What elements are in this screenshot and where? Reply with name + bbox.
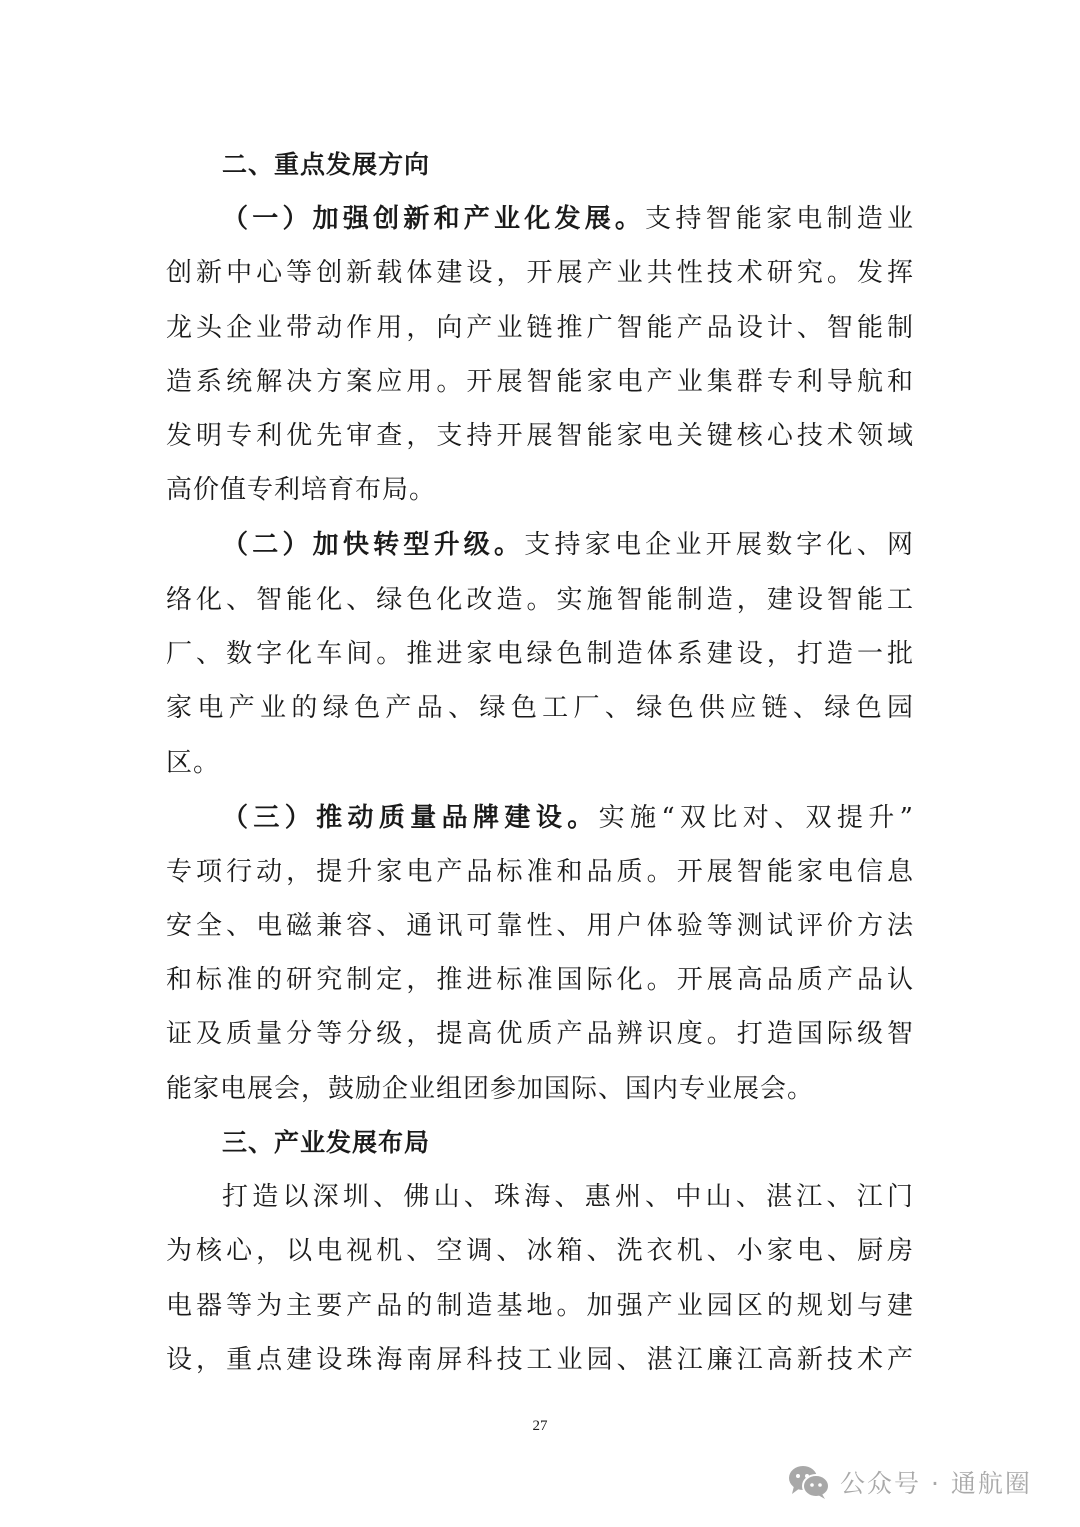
section-heading: 二、重点发展方向	[222, 150, 431, 179]
paragraph-line: 专项行动，提升家电产品标准和品质。开展智能家电信息	[166, 857, 914, 887]
paragraph-text: 实施“双比对、双提升”	[598, 803, 914, 833]
paragraph-line: 为核心，以电视机、空调、冰箱、洗衣机、小家电、厨房	[166, 1236, 914, 1266]
paragraph-line: 厂、数字化车间。推进家电绿色制造体系建设，打造一批	[166, 639, 914, 669]
watermark-text: 公众号 · 通航圈	[840, 1469, 1032, 1498]
section-heading: 三、产业发展布局	[222, 1128, 431, 1157]
paragraph-line: 创新中心等创新载体建设，开展产业共性技术研究。发挥	[166, 258, 914, 288]
paragraph-line: 造系统解决方案应用。开展智能家电产业集群专利导航和	[166, 367, 914, 397]
paragraph-line: 高价值专利培育布局。	[166, 475, 437, 505]
paragraph-line: 发明专利优先审查，支持开展智能家电关键核心技术领域	[166, 421, 914, 451]
paragraph-line: 设，重点建设珠海南屏科技工业园、湛江廉江高新技术产	[166, 1345, 914, 1375]
paragraph-line: 证及质量分等分级，提高优质产品辨识度。打造国际级智	[166, 1019, 914, 1049]
paragraph-line: 家电产业的绿色产品、绿色工厂、绿色供应链、绿色园	[166, 693, 914, 723]
paragraph-line	[222, 199, 914, 239]
subsection-title: （一）加强创新和产业化发展。	[222, 204, 646, 234]
paragraph-line: 能家电展会，鼓励企业组团参加国际、国内专业展会。	[166, 1074, 815, 1104]
subsection-title: （三）推动质量品牌建设。	[222, 803, 599, 833]
page-number: 27	[532, 1418, 548, 1434]
paragraph-line: 络化、智能化、绿色化改造。实施智能制造，建设智能工	[166, 585, 914, 615]
paragraph-line: 区。	[166, 748, 221, 778]
subsection-title: （二）加快转型升级。	[222, 530, 525, 560]
paragraph-text: 支持智能家电制造业	[645, 204, 914, 234]
watermark	[788, 1462, 1032, 1502]
paragraph-line: 打造以深圳、佛山、珠海、惠州、中山、湛江、江门	[222, 1182, 914, 1212]
paragraph-line: 安全、电磁兼容、通讯可靠性、用户体验等测试评价方法	[166, 911, 914, 941]
paragraph-line: 和标准的研究制定，推进标准国际化。开展高品质产品认	[166, 965, 914, 995]
wechat-icon	[788, 1464, 830, 1500]
paragraph-text: 支持家电企业开展数字化、网	[524, 530, 914, 560]
paragraph-line	[222, 798, 914, 838]
paragraph-line: 龙头企业带动作用，向产业链推广智能产品设计、智能制	[166, 313, 914, 343]
paragraph-line: 电器等为主要产品的制造基地。加强产业园区的规划与建	[166, 1291, 914, 1321]
paragraph-line	[222, 525, 914, 565]
